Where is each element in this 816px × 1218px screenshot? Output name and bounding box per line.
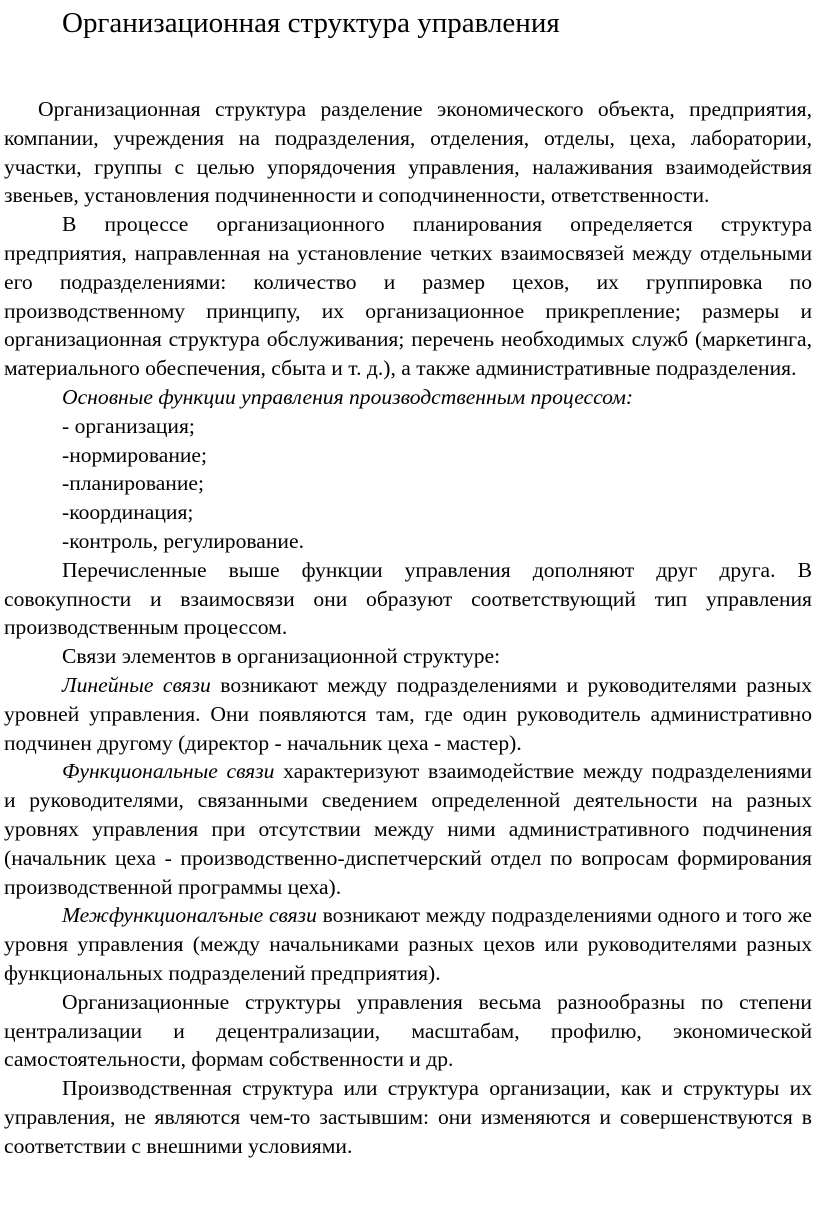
functions-heading [4, 383, 812, 412]
paragraph-complement: Перечисленные выше функции управления дополняют друг друга. В совокупности и взаимосвязи они образуют соответствующий тип управления производственным процессом. [4, 557, 812, 640]
cross-functional-links-term: Межфункционалъные связи [62, 903, 317, 928]
list-item: -контроль, регулирование. [62, 528, 304, 553]
paragraph-production-structure: Производственная структура или структура организации, как и структуры их управления, не являются чем-то застывшим: они изменяются и совершенствуются в соответствии с внешними условиями. [4, 1076, 812, 1158]
functional-links-text: характеризуют взаимодействие между подразделениями и руководителями, связанными сведением определенной деятельности на разных уровнях управления при отсутствии между ними административного подчинения (начальник цеха - производственно-диспетчерский отдел по вопросам формирования производственной программы цеха). [4, 759, 812, 899]
document-title: Организационная структура управления [62, 7, 560, 39]
linear-links-text: возникают между подразделениями и руководителями разных уровней управления. Они появляются там, где один руководитель административно подчинен другому (директор - начальник цеха - мастер). [4, 672, 812, 755]
paragraph-diversity: Организационные структуры управления весьма разнообразны по степени централизации и децентрализации, масштабам, профилю, экономической самостоятельности, формам собственности и др. [4, 989, 812, 1072]
paragraph-functional-links [4, 757, 812, 901]
paragraph-planning: В процессе организационного планирования определяется структура предприятия, направленная на установление четких взаимосвязей между отдельными его подразделениями: количество и размер цехов, их группировка по производственному принципу, их организационное прикрепление; размеры и организационная структура обслуживания; перечень необходимых служб (маркетинга, материального обеспечения, сбыта и т. д.), а также административные подразделения. [4, 212, 812, 381]
cross-functional-links-text: возникают между подразделениями одного и того же уровня управления (между начальниками разных цехов или руководителями разных функциональных подразделений предприятия). [4, 903, 812, 985]
list-item: -планирование; [62, 471, 205, 496]
functions-heading-text: Основные функции управления производственным процессом: [62, 384, 634, 409]
list-item: -нормирование; [62, 442, 208, 467]
list-item: -координация; [62, 500, 194, 525]
links-intro: Связи элементов в организационной структуре: [62, 644, 501, 669]
paragraph-linear-links [4, 671, 812, 757]
functional-links-term: Функциональные связи [62, 759, 275, 784]
list-item: - организация; [62, 413, 195, 438]
document-body [4, 95, 812, 1160]
paragraph-cross-functional-links [4, 901, 812, 987]
paragraph-definition: Организационная структура разделение экономического объекта, предприятия, компании, учреждения на подразделения, отделения, отделы, цеха, лаборатории, участки, группы с целью упорядочения управления, налаживания взаимодействия звеньев, установления подчиненности и соподчиненности, ответственности. [4, 97, 812, 208]
linear-links-term: Линейные связи [62, 672, 211, 697]
